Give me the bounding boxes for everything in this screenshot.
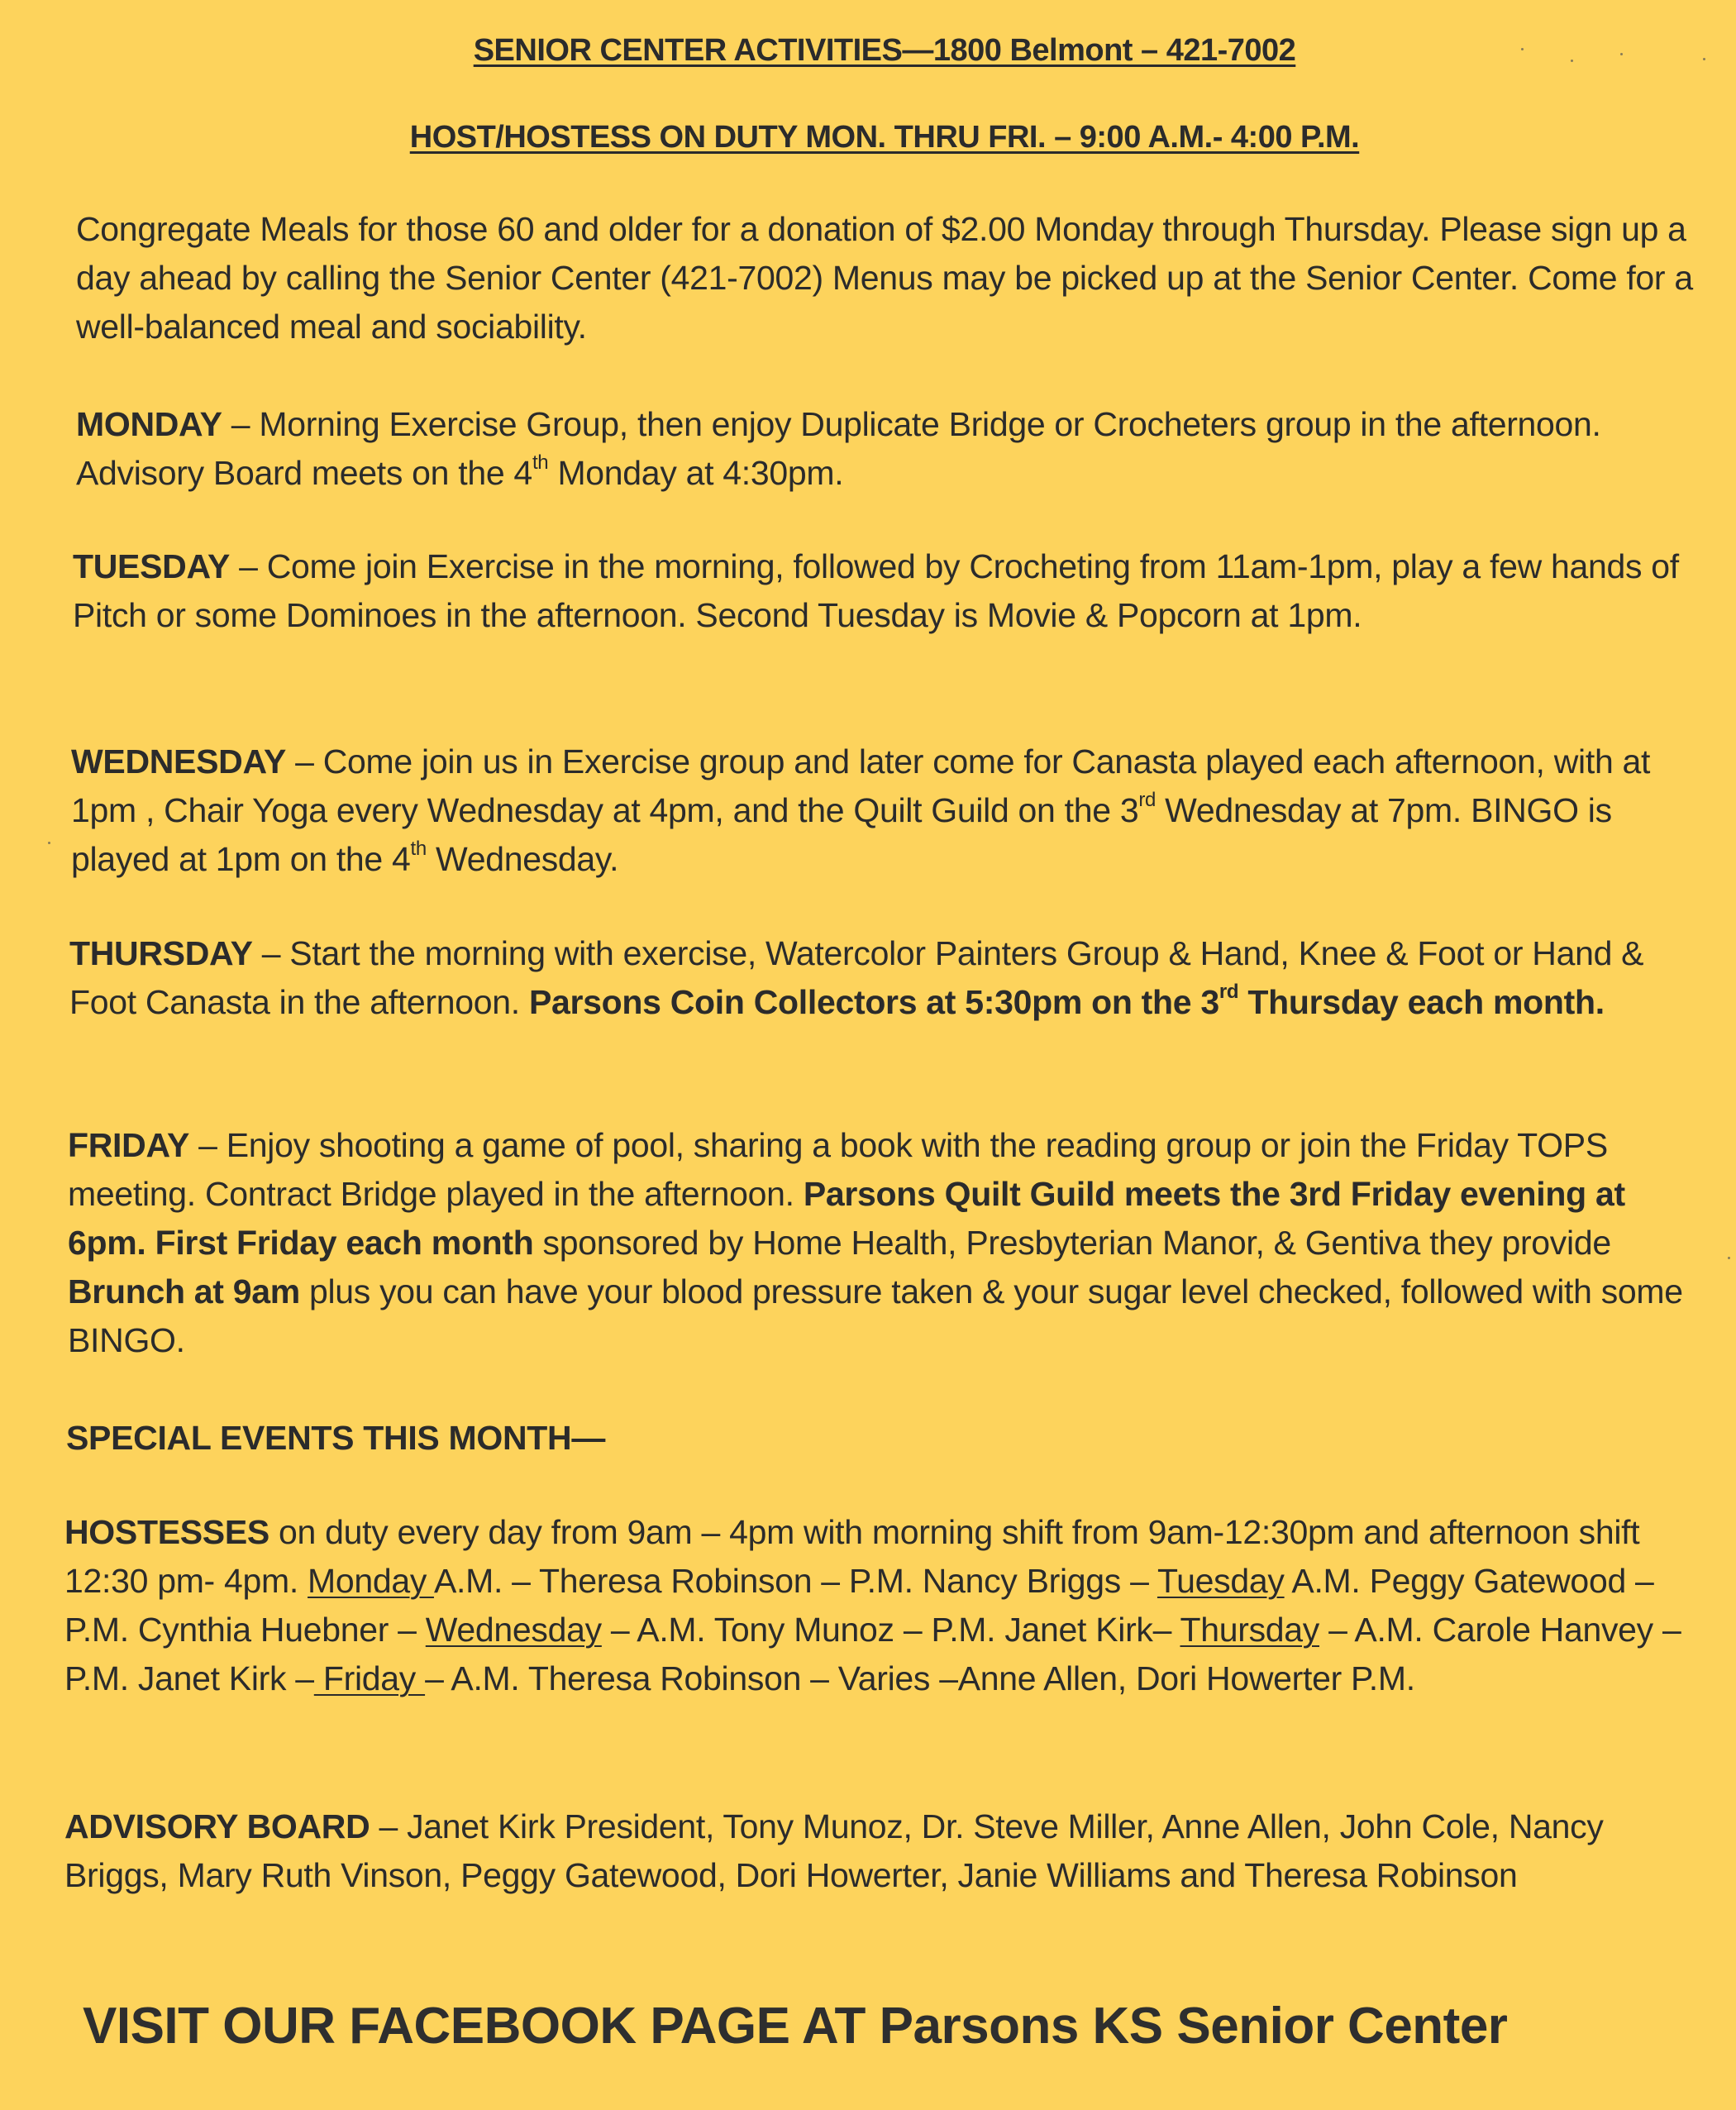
monday-paragraph <box>76 400 1713 498</box>
brunch-note: Brunch at 9am <box>68 1272 300 1310</box>
wednesday-text: – Come join us in Exercise group and later come for Canasta played each afternoon, with at 1pm , Chair Yoga every Wednesday at 4pm, and the Quilt Guild on the 3 <box>71 742 1651 829</box>
wednesday-ordinal-1: rd <box>1138 789 1157 812</box>
quilt-guild-note: Parsons Quilt Guild meets the 3rd Friday evening at 6pm. First Friday each month <box>68 1175 1625 1262</box>
hostesses-label: HOSTESSES <box>64 1513 269 1551</box>
scan-speck <box>1521 48 1524 50</box>
friday-paragraph <box>68 1121 1705 1365</box>
wednesday-text-mid: Wednesday at 7pm. BINGO is played at 1pm on the 4 <box>71 791 1612 878</box>
thursday-label: THURSDAY <box>69 934 253 972</box>
scan-speck <box>1703 58 1705 60</box>
special-events-heading: SPECIAL EVENTS THIS MONTH— <box>66 1419 606 1457</box>
hostesses-wednesday-shift: – A.M. Tony Munoz – P.M. Janet Kirk– <box>601 1611 1180 1649</box>
scan-speck <box>1728 1257 1730 1259</box>
hostesses-paragraph <box>64 1508 1701 1703</box>
monday-text: – Morning Exercise Group, then enjoy Duplicate Bridge or Crocheters group in the afternoon. Advisory Board meets on the 4 <box>76 405 1601 492</box>
facebook-banner: VISIT OUR FACEBOOK PAGE AT Parsons KS Senior Center <box>83 1998 1508 2055</box>
coin-collectors-note: Parsons Coin Collectors at 5:30pm on the 3 <box>528 983 1219 1021</box>
hostesses-friday-shift: – A.M. Theresa Robinson – Varies –Anne Allen, Dori Howerter P.M. <box>425 1659 1415 1697</box>
advisory-board-members: – Janet Kirk President, Tony Munoz, Dr. Steve Miller, Anne Allen, John Cole, Nancy Briggs, Mary Ruth Vinson, Peggy Gatewood, Dori Howerter, Janie Williams and Theresa Robinson <box>64 1807 1604 1894</box>
hostess-day-monday: Monday <box>308 1562 434 1600</box>
meals-paragraph: Congregate Meals for those 60 and older for a donation of $2.00 Monday through Thursday. Please sign up a day ahead by calling the Senior Center (421-7002) Menus may be picked up at the Senior Center. Come for a well-balanced meal and sociability. <box>76 210 1693 346</box>
advisory-board-label: ADVISORY BOARD <box>64 1807 370 1845</box>
friday-text-end: plus you can have your blood pressure taken & your sugar level checked, followed with some BINGO. <box>68 1272 1683 1359</box>
monday-text-end: Monday at 4:30pm. <box>548 454 844 492</box>
coin-collectors-note-end: Thursday each month. <box>1238 983 1605 1021</box>
tuesday-text: – Come join Exercise in the morning, followed by Crocheting from 11am-1pm, play a few hands of Pitch or some Dominoes in the afternoon. Second Tuesday is Movie & Popcorn at 1pm. <box>73 547 1679 634</box>
hostesses-tuesday-shift: A.M. Peggy Gatewood – P.M. Cynthia Huebner – <box>64 1562 1654 1649</box>
hostess-day-thursday: Thursday <box>1180 1611 1319 1649</box>
host-hours-heading: HOST/HOSTESS ON DUTY MON. THRU FRI. – 9:00 A.M.- 4:00 P.M. <box>409 120 1360 155</box>
hostesses-thursday-shift: – A.M. Carole Hanvey – P.M. Janet Kirk – <box>64 1611 1681 1697</box>
wednesday-label: WEDNESDAY <box>71 742 287 781</box>
tuesday-paragraph <box>73 542 1710 640</box>
advisory-board-paragraph <box>64 1802 1701 1900</box>
tuesday-label: TUESDAY <box>73 547 231 585</box>
wednesday-ordinal-2: th <box>410 838 427 861</box>
monday-label: MONDAY <box>76 405 222 443</box>
page-title: SENIOR CENTER ACTIVITIES—1800 Belmont – 421-7002 <box>473 33 1296 68</box>
wednesday-text-end: Wednesday. <box>426 840 619 878</box>
wednesday-paragraph <box>71 738 1708 884</box>
thursday-text: – Start the morning with exercise, Watercolor Painters Group & Hand, Knee & Foot or Hand & Foot Canasta in the afternoon. <box>69 934 1644 1021</box>
hostesses-text: on duty every day from 9am – 4pm with morning shift from 9am-12:30pm and afternoon shift 12:30 pm- 4pm. <box>64 1513 1640 1600</box>
scan-speck <box>48 842 50 844</box>
monday-ordinal: th <box>532 451 549 475</box>
scan-speck <box>1571 60 1573 62</box>
hostess-day-wednesday: Wednesday <box>425 1611 602 1649</box>
scan-speck <box>1620 53 1623 55</box>
friday-text: – Enjoy shooting a game of pool, sharing a book with the reading group or join the Friday TOPS meeting. Contract Bridge played in the afternoon. <box>68 1126 1608 1213</box>
friday-label: FRIDAY <box>68 1126 190 1164</box>
hostess-day-tuesday: Tuesday <box>1157 1562 1285 1600</box>
hostesses-monday-shift: A.M. – Theresa Robinson – P.M. Nancy Briggs – <box>433 1562 1157 1600</box>
hostess-day-friday: Friday <box>313 1659 426 1697</box>
friday-text-mid: sponsored by Home Health, Presbyterian Manor, & Gentiva they provide <box>533 1224 1611 1262</box>
thursday-paragraph <box>69 929 1706 1027</box>
thursday-ordinal: rd <box>1219 981 1239 1004</box>
